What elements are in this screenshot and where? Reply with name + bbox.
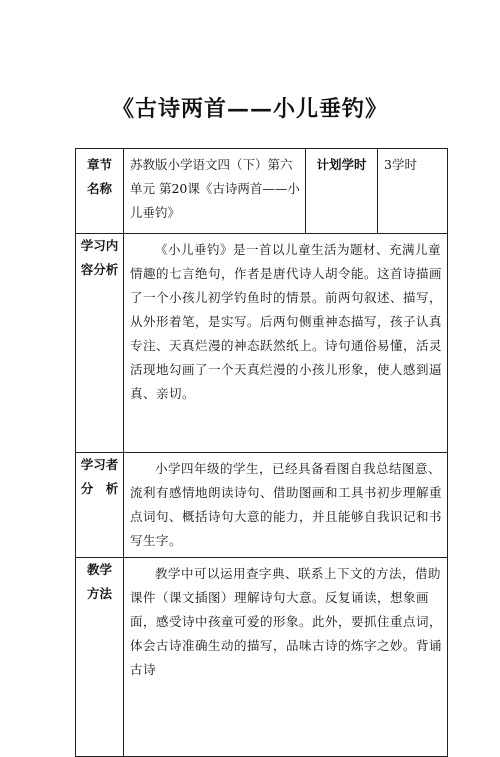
learner-analysis-cell — [124, 453, 448, 558]
content-analysis-cell — [124, 234, 448, 453]
chapter-content-cell — [124, 149, 306, 234]
chapter-content: 苏教版小学语文四（下）第六单元 第20课《古诗两首——小儿垂钓》 — [130, 157, 300, 220]
teaching-method-text: 教学中可以运用查字典、联系上下文的方法，借助课件（课文插图）理解诗句大意。反复诵读，想象画面，感受诗中孩童可爱的形象。此外，要抓住重点词，体会古诗准确生动的描写，品味古诗的炼字之妙。背诵古诗 — [130, 566, 443, 677]
content-analysis-text: 《小儿垂钓》是一首以儿童生活为题材、充满儿童情趣的七言绝句，作者是唐代诗人胡令能。这首诗描画了一个小孩儿初学钓鱼时的情景。前两句叙述、描写，从外形着笔，是实写。后两句侧重神态描写，孩子认真专注、天真烂漫的神态跃然纸上。诗句通俗易懂，活灵活现地勾画了一个天真烂漫的小孩儿形象，使人感到逼真、亲切。 — [130, 242, 443, 401]
learner-analysis-label-cell — [76, 453, 124, 558]
teaching-method-label-cell — [76, 558, 124, 757]
plan-hours-value-cell — [378, 149, 448, 234]
learner-analysis-text: 小学四年级的学生，已经具备看图自我总结图意、流利有感情地朗读诗句、借助图画和工具书初步理解重点词句、概括诗句大意的能力，并且能够自我识记和书写生字。 — [130, 461, 443, 548]
table-row-content-analysis — [76, 234, 448, 453]
teaching-method-label-line1: 教学 — [86, 562, 112, 577]
plan-hours-label-cell — [306, 149, 378, 234]
table-row-learner-analysis — [76, 453, 448, 558]
teaching-method-cell — [124, 558, 448, 757]
content-analysis-label-cell — [76, 234, 124, 453]
content-analysis-label-line2: 容分析 — [80, 262, 119, 277]
chapter-label-cell — [76, 149, 124, 234]
chapter-label-line2: 名称 — [86, 181, 112, 196]
plan-hours-value: 3学时 — [384, 157, 417, 172]
learner-analysis-label-line2: 分 析 — [80, 481, 119, 496]
table-row-teaching-method — [76, 558, 448, 757]
content-analysis-label-line1: 学习内 — [80, 238, 119, 253]
lesson-plan-table — [75, 148, 448, 757]
table-row-chapter — [76, 149, 448, 234]
learner-analysis-label-line1: 学习者 — [80, 457, 119, 472]
teaching-method-label-line2: 方法 — [86, 586, 112, 601]
plan-hours-label: 计划学时 — [316, 157, 367, 172]
document-title: 《古诗两首——小儿垂钓》 — [111, 96, 388, 122]
chapter-label-line1: 章节 — [86, 157, 112, 172]
